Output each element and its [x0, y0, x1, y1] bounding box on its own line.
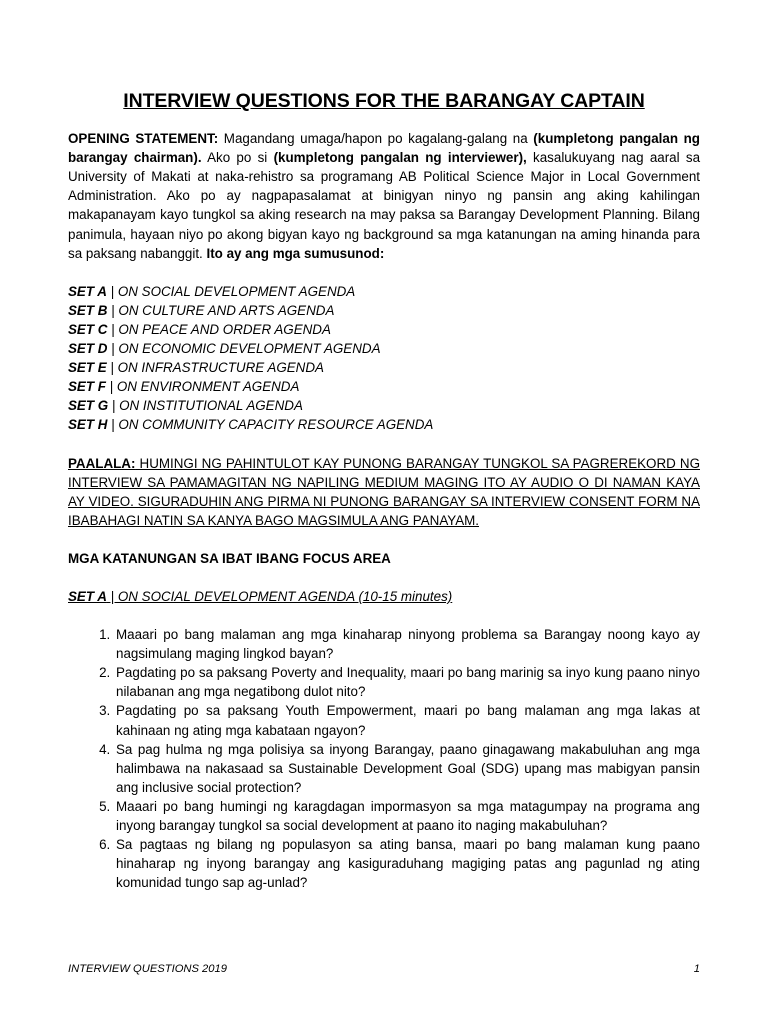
- set-item: [68, 339, 700, 358]
- opening-text-2: Ako po si: [201, 150, 274, 166]
- set-code: SET G: [68, 398, 109, 414]
- set-item: [68, 358, 700, 377]
- question-text: Pagdating po sa paksang Youth Empowerment, maari po bang malaman ang mga lakas at kahinaan ng ating mga kabataan ngayon?: [116, 703, 700, 738]
- question-text: Pagdating po sa paksang Poverty and Inequality, maari po bang marinig sa inyo kung paano ninyo nilabanan ang mga negatibong dulot nito?: [116, 665, 700, 700]
- opening-statement: [68, 129, 700, 263]
- document-page: [68, 92, 700, 892]
- question-item: [114, 663, 700, 701]
- reminder-label: PAALALA:: [68, 455, 136, 471]
- page-footer: [68, 963, 700, 975]
- question-text: Maaari po bang humingi ng karagdagan impormasyon sa mga matagumpay na programa ang inyong barangay tungkol sa social development at paano ito naging makabuluhan?: [116, 798, 700, 833]
- page-title: INTERVIEW QUESTIONS FOR THE BARANGAY CAPTAIN: [123, 90, 645, 112]
- set-code: SET C: [68, 321, 108, 337]
- set-code: SET H: [68, 417, 108, 433]
- questions-list: [68, 625, 700, 892]
- question-item: [114, 625, 700, 663]
- set-code: SET E: [68, 360, 107, 376]
- opening-text-3: kasalukuyang nag aaral sa University of Makati at naka-rehistro sa programang AB Political Science Major in Local Government Administration. Ako po ay nagpapasalamat at binigyan ninyo ng pansin ang aking kahilingan makapanayam kayo tungkol sa aking research na may paksa sa Barangay Development Planning. Bilang panimula, hayaan niyo po akong bigyan kayo ng background sa mga katanungan na aming hinanda para sa paksang nabanggit.: [68, 150, 701, 261]
- set-label: | ON ECONOMIC DEVELOPMENT AGENDA: [107, 341, 381, 357]
- question-item: [114, 797, 700, 835]
- set-item: [68, 301, 700, 320]
- opening-closing: Ito ay ang mga sumusunod:: [206, 245, 385, 261]
- set-label: | ON INFRASTRUCTURE AGENDA: [106, 360, 324, 376]
- set-code: SET D: [68, 341, 108, 357]
- section-title: MGA KATANUNGAN SA IBAT IBANG FOCUS AREA: [68, 550, 391, 566]
- set-a-label: | ON SOCIAL DEVELOPMENT AGENDA (10-15 minutes): [106, 588, 453, 604]
- question-item: [114, 701, 700, 739]
- set-code: SET B: [68, 302, 108, 318]
- set-item: [68, 377, 700, 396]
- set-label: | ON COMMUNITY CAPACITY RESOURCE AGENDA: [107, 417, 434, 433]
- opening-label: OPENING STATEMENT:: [68, 131, 219, 147]
- set-item: [68, 282, 700, 301]
- set-a-code: SET A: [68, 588, 107, 604]
- question-text: Sa pag hulma ng mga polisiya sa inyong Barangay, paano ginagawang makabuluhan ang mga halimbawa na nakasaad sa Sustainable Development Goal (SDG) upang mas mabigyan pansin ang inclusive social protection?: [116, 741, 700, 795]
- set-label: | ON SOCIAL DEVELOPMENT AGENDA: [106, 283, 356, 299]
- opening-interviewer-placeholder: (kumpletong pangalan ng interviewer),: [273, 150, 527, 166]
- reminder-text: HUMINGI NG PAHINTULOT KAY PUNONG BARANGAY TUNGKOL SA PAGREREKORD NG INTERVIEW SA PAMAMAGITAN NG NAPILING MEDIUM MAGING ITO AY AUDIO O DI NAMAN KAYA AY VIDEO. SIGURADUHIN ANG PIRMA NI PUNONG BARANGAY SA INTERVIEW CONSENT FORM NA IBABAHAGI NATIN SA KANYA BAGO MAGSIMULA ANG PANAYAM.: [68, 455, 700, 528]
- question-text: Maaari po bang malaman ang mga kinaharap ninyong problema sa Barangay noong kayo ay nagsimulang maging lingkod bayan?: [116, 627, 700, 662]
- sets-list: [68, 282, 700, 435]
- set-code: SET A: [68, 283, 107, 299]
- set-code: SET F: [68, 379, 106, 395]
- page-number: 1: [693, 963, 700, 975]
- question-item: [114, 740, 700, 797]
- set-label: | ON ENVIRONMENT AGENDA: [105, 379, 300, 395]
- set-label: | ON CULTURE AND ARTS AGENDA: [107, 302, 335, 318]
- set-label: | ON INSTITUTIONAL AGENDA: [108, 398, 303, 414]
- reminder-note: [68, 454, 700, 530]
- footer-label: INTERVIEW QUESTIONS 2019: [68, 963, 227, 975]
- opening-chairman-placeholder: (kumpletong pangalan ng barangay chairman).: [68, 131, 700, 166]
- opening-text-1: Magandang umaga/hapon po kagalang-galang na: [218, 131, 534, 147]
- set-item: [68, 320, 700, 339]
- set-a-heading: [68, 587, 700, 606]
- question-text: Sa pagtaas ng bilang ng populasyon sa ating bansa, maari po bang malaman kung paano hinaharap ng inyong barangay ang kasiguraduhang magiging patas ang pagunlad ng ating komunidad tungo sap ag-unlad?: [116, 837, 700, 891]
- set-item: [68, 415, 700, 434]
- set-item: [68, 396, 700, 415]
- question-item: [114, 835, 700, 892]
- set-label: | ON PEACE AND ORDER AGENDA: [107, 321, 331, 337]
